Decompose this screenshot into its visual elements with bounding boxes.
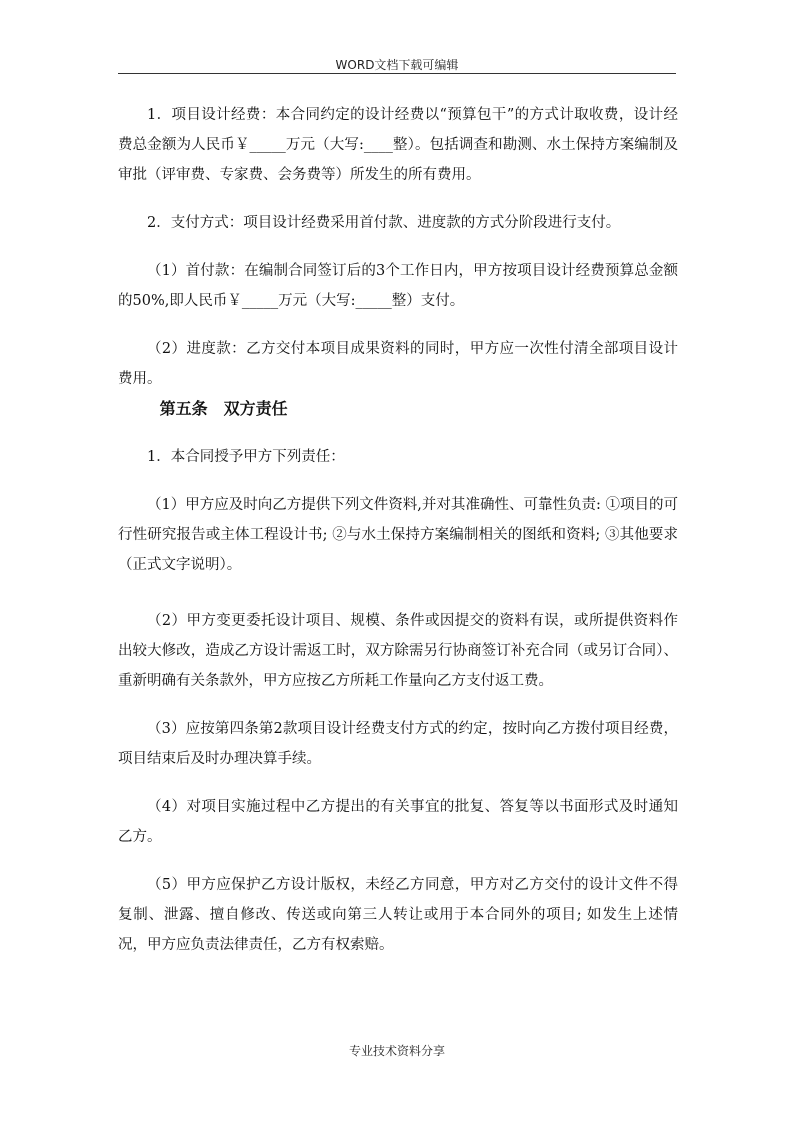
paragraph-party-a-duties: 1．本合同授予甲方下列责任：	[147, 449, 345, 465]
paragraph-design-fee: 1．项目设计经费：本合同约定的设计经费以“预算包干”的方式计取收费，设计经费总金额为人民币￥_____万元（大写:____整）。包括调查和勘测、水土保持方案编制及审批（评审费、专家费、会务费等）所发生的所有费用。	[118, 107, 678, 183]
paragraph-duty-4: （4）对项目实施过程中乙方提出的有关事宜的批复、答复等以书面形式及时通知乙方。	[118, 799, 678, 845]
document-body	[118, 100, 678, 960]
paragraph-duty-2: （2）甲方变更委托设计项目、规模、条件或因提交的资料有误，或所提供资料作出较大修改，造成乙方设计需返工时，双方除需另行协商签订补充合同（或另订合同）、重新明确有关条款外，甲方应按乙方所耗工作量向乙方支付返工费。	[118, 613, 678, 689]
page-footer: 专业技术资料分享	[348, 1044, 445, 1058]
paragraph-duty-5: （5）甲方应保护乙方设计版权，未经乙方同意，甲方对乙方交付的设计文件不得复制、泄露、擅自修改、传送或向第三人转让或用于本合同外的项目; 如发生上述情况，甲方应负责法律责任，乙方有权索赔。	[118, 877, 678, 953]
header-divider	[118, 73, 676, 74]
paragraph-payment-method: 2．支付方式：项目设计经费采用首付款、进度款的方式分阶段进行支付。	[147, 215, 621, 231]
paragraph-duty-3: （3）应按第四条第2款项目设计经费支付方式的约定，按时向乙方拨付项目经费，项目结束后及时办理决算手续。	[118, 721, 678, 767]
paragraph-duty-1: （1）甲方应及时向乙方提供下列文件资料,并对其准确性、可靠性负责: ①项目的可行性研究报告或主体工程设计书; ②与水土保持方案编制相关的图纸和资料; ③其他要求（正式文字说明）。	[118, 497, 678, 573]
paragraph-down-payment: （1）首付款：在编制合同签订后的3个工作日内，甲方按项目设计经费预算总金额的50%,即人民币￥_____万元（大写:_____整）支付。	[118, 263, 678, 309]
section-heading-article-5: 第五条 双方责任	[159, 399, 288, 418]
page-header: WORD文档下载可编辑	[335, 58, 459, 72]
paragraph-progress-payment: （2）进度款：乙方交付本项目成果资料的同时，甲方应一次性付清全部项目设计费用。	[118, 341, 678, 387]
